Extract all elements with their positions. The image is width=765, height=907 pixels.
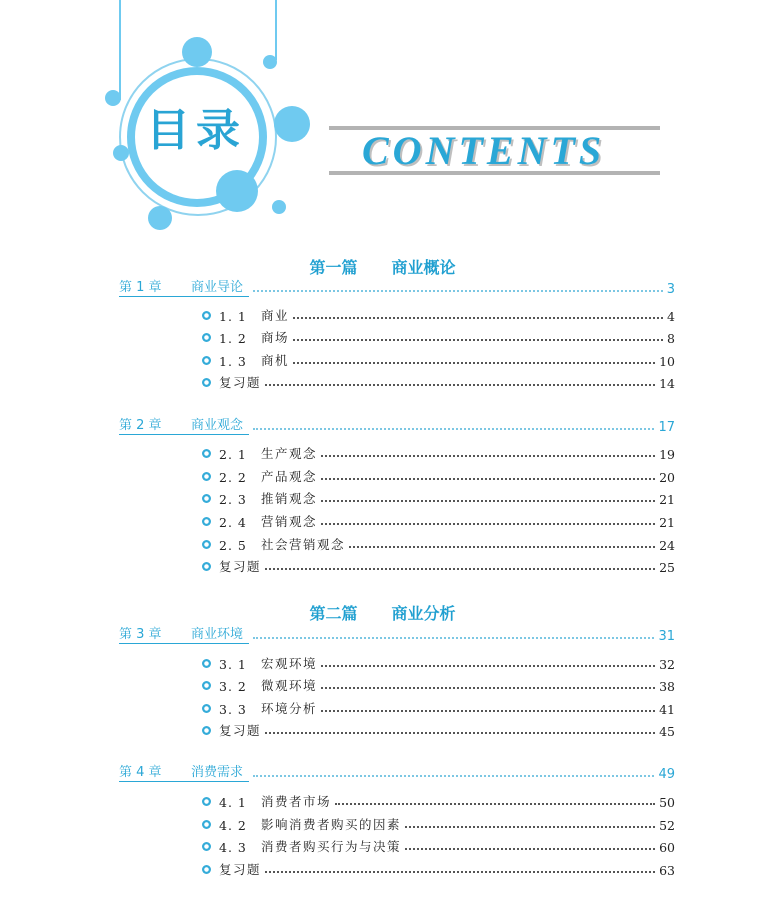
- part-title-name: 商业概论: [391, 258, 456, 277]
- section-title: 推销观念: [261, 491, 318, 506]
- toc-entry[interactable]: [200, 328, 675, 346]
- section-title: 复习题: [219, 375, 262, 390]
- page-number: 10: [659, 354, 675, 369]
- dot-leader: [405, 826, 655, 828]
- toc-entry[interactable]: [200, 860, 675, 878]
- section-number: 3. 3: [219, 702, 247, 717]
- bullet-icon: [202, 472, 211, 481]
- page-number: 49: [658, 767, 675, 782]
- section-title: 消费者市场: [261, 794, 332, 809]
- chapter-row[interactable]: [119, 764, 675, 782]
- chapter-row[interactable]: [119, 626, 675, 644]
- chapter-title: 商业导论: [191, 280, 244, 295]
- bullet-icon: [202, 704, 211, 713]
- toc-entry[interactable]: [200, 351, 675, 369]
- toc-entry[interactable]: [200, 373, 675, 391]
- dot-leader: [321, 665, 655, 667]
- section-title: 商场: [261, 330, 290, 345]
- page-number: 14: [659, 376, 675, 391]
- page-number: 45: [659, 724, 675, 739]
- section-number: 1. 2: [219, 331, 247, 346]
- page-number: 50: [659, 795, 675, 810]
- section-title: 生产观念: [261, 446, 318, 461]
- section-title: 社会营销观念: [261, 537, 346, 552]
- dot-leader: [321, 710, 655, 712]
- chapter-number: 第 4 章: [119, 765, 162, 780]
- header-decoration: [0, 0, 765, 240]
- page-number: 38: [659, 679, 675, 694]
- dot-leader: [265, 384, 655, 386]
- page-number: 4: [667, 309, 675, 324]
- toc-entry[interactable]: [200, 557, 675, 575]
- section-number: 2. 2: [219, 470, 247, 485]
- dot-leader: [335, 803, 655, 805]
- dot-leader: [321, 478, 655, 480]
- section-title: 宏观环境: [261, 656, 318, 671]
- chapter-title: 消费需求: [191, 765, 244, 780]
- page-number: 20: [659, 470, 675, 485]
- section-title: 环境分析: [261, 701, 318, 716]
- section-title: 产品观念: [261, 469, 318, 484]
- dot-leader: [321, 500, 655, 502]
- toc-entry[interactable]: [200, 512, 675, 530]
- section-number: 2. 4: [219, 515, 247, 530]
- dot-leader: [349, 546, 655, 548]
- page-number: 24: [659, 538, 675, 553]
- section-title: 复习题: [219, 862, 262, 877]
- dot-leader: [265, 871, 655, 873]
- dot-leader: [253, 428, 654, 430]
- section-number: 2. 3: [219, 492, 247, 507]
- bullet-icon: [202, 333, 211, 342]
- toc-entry[interactable]: [200, 467, 675, 485]
- toc-entry[interactable]: [200, 676, 675, 694]
- dot-leader: [293, 317, 663, 319]
- section-number: 4. 2: [219, 818, 247, 833]
- section-title: 复习题: [219, 723, 262, 738]
- section-number: 2. 1: [219, 447, 247, 462]
- chapter-number: 第 3 章: [119, 627, 162, 642]
- bullet-icon: [202, 378, 211, 387]
- bullet-icon: [202, 356, 211, 365]
- page-number: 60: [659, 840, 675, 855]
- part-title: [0, 601, 765, 624]
- page-number: 25: [659, 560, 675, 575]
- dot-leader: [265, 732, 655, 734]
- bullet-icon: [202, 449, 211, 458]
- section-number: 4. 1: [219, 795, 247, 810]
- dot-leader: [293, 339, 663, 341]
- page-number: 19: [659, 447, 675, 462]
- dot-leader: [265, 568, 655, 570]
- section-title: 复习题: [219, 559, 262, 574]
- toc-entry[interactable]: [200, 721, 675, 739]
- bullet-icon: [202, 820, 211, 829]
- toc-entry[interactable]: [200, 444, 675, 462]
- page-number: 3: [666, 282, 675, 297]
- bullet-icon: [202, 311, 211, 320]
- part-title: [0, 255, 765, 278]
- bullet-icon: [202, 494, 211, 503]
- bullet-icon: [202, 562, 211, 571]
- mulu-title: 目录: [146, 105, 246, 156]
- dot-leader: [253, 775, 654, 777]
- chapter-number: 第 1 章: [119, 280, 162, 295]
- page-number: 41: [659, 702, 675, 717]
- dot-leader: [253, 637, 654, 639]
- page-number: 17: [658, 420, 675, 435]
- page-number: 31: [658, 629, 675, 644]
- part-title-name: 商业分析: [391, 604, 456, 623]
- part-title-number: 第一篇: [309, 258, 358, 277]
- dot-leader: [321, 455, 655, 457]
- chapter-row[interactable]: [119, 417, 675, 435]
- bullet-icon: [202, 540, 211, 549]
- toc-entry[interactable]: [200, 837, 675, 855]
- bullet-icon: [202, 865, 211, 874]
- section-title: 微观环境: [261, 678, 318, 693]
- section-title: 商机: [261, 353, 290, 368]
- page-number: 21: [659, 492, 675, 507]
- dot-leader: [321, 687, 655, 689]
- section-number: 3. 2: [219, 679, 247, 694]
- section-number: 4. 3: [219, 840, 247, 855]
- toc-entry[interactable]: [200, 489, 675, 507]
- section-title: 营销观念: [261, 514, 318, 529]
- section-number: 1. 1: [219, 309, 247, 324]
- toc-entry[interactable]: [200, 792, 675, 810]
- toc-entry[interactable]: [200, 535, 675, 553]
- bullet-icon: [202, 797, 211, 806]
- toc-entry[interactable]: [200, 654, 675, 672]
- section-title: 影响消费者购买的因素: [261, 817, 402, 832]
- page-number: 32: [659, 657, 675, 672]
- page-number: 52: [659, 818, 675, 833]
- chapter-title: 商业环境: [191, 627, 244, 642]
- section-number: 2. 5: [219, 538, 247, 553]
- bullet-icon: [202, 659, 211, 668]
- chapter-title: 商业观念: [191, 418, 244, 433]
- section-title: 商业: [261, 308, 290, 323]
- chapter-number: 第 2 章: [119, 418, 162, 433]
- part-title-number: 第二篇: [309, 604, 358, 623]
- bullet-icon: [202, 726, 211, 735]
- section-title: 消费者购买行为与决策: [261, 839, 402, 854]
- page-number: 21: [659, 515, 675, 530]
- dot-leader: [253, 290, 663, 292]
- toc-entry[interactable]: [200, 815, 675, 833]
- section-number: 1. 3: [219, 354, 247, 369]
- toc-entry[interactable]: [200, 306, 675, 324]
- bullet-icon: [202, 517, 211, 526]
- page-number: 8: [667, 331, 675, 346]
- dot-leader: [293, 362, 655, 364]
- dot-leader: [321, 523, 655, 525]
- bullet-icon: [202, 681, 211, 690]
- page-number: 63: [659, 863, 675, 878]
- bullet-icon: [202, 842, 211, 851]
- toc-entry[interactable]: [200, 699, 675, 717]
- section-number: 3. 1: [219, 657, 247, 672]
- chapter-row[interactable]: [119, 279, 675, 297]
- contents-title: CONTENTS: [362, 128, 606, 173]
- dot-leader: [405, 848, 655, 850]
